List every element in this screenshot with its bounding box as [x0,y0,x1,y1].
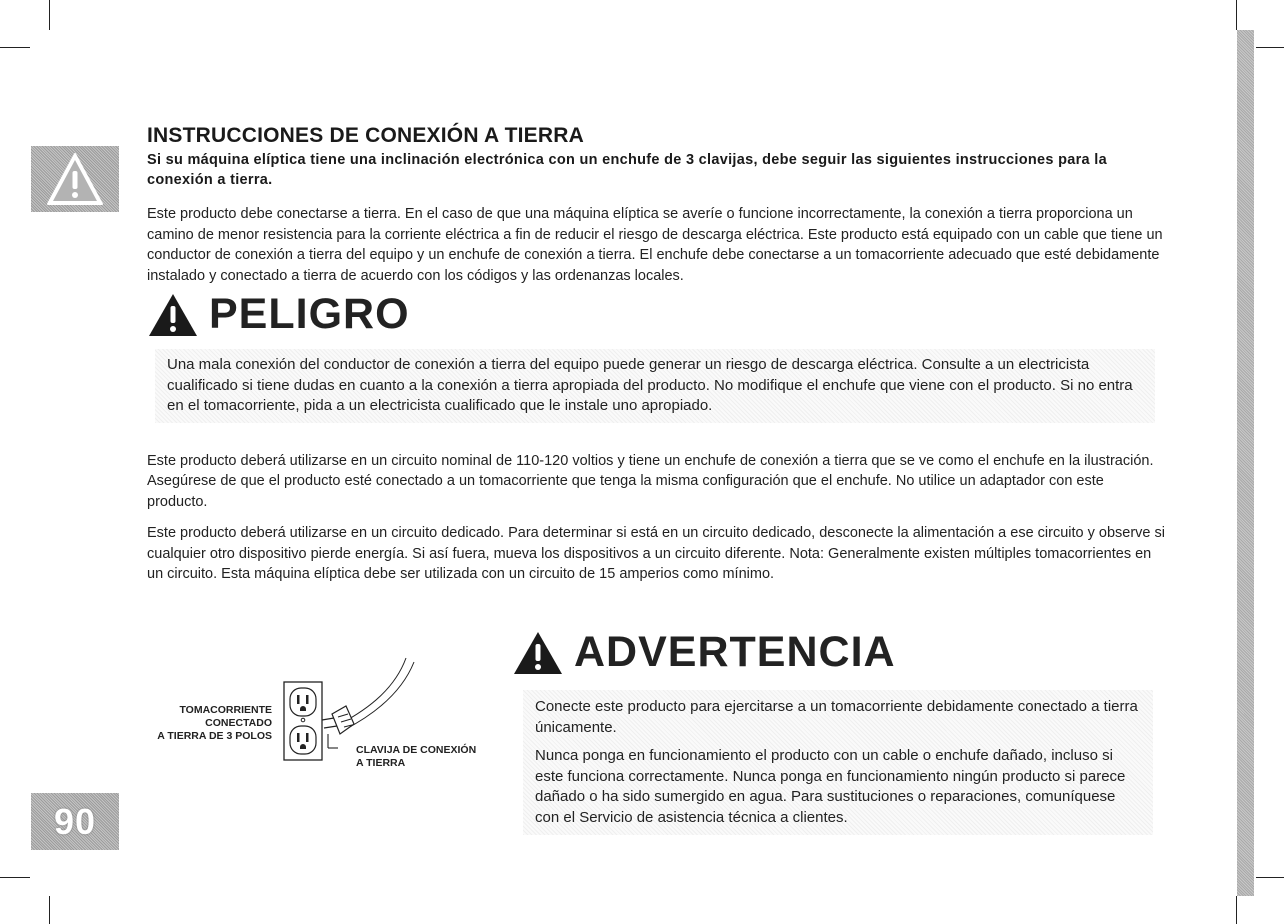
main-content [147,124,1167,585]
crop-mark [49,896,50,924]
danger-triangle-icon [147,292,199,338]
paragraph-voltage: Este producto deberá utilizarse en un circuito nominal de 110-120 voltios y tiene un enchufe de conexión a tierra que se ve como el enchufe en la ilustración. Asegúrese de que el producto esté conectado a un tomacorriente que tenga la misma configuración que el enchufe. No utilice un adaptador con este producto. [147,452,1154,510]
crop-mark [1236,0,1237,30]
warning-title: ADVERTENCIA [574,628,896,676]
intro-text: Si su máquina elíptica tiene una inclinación electrónica con un enchufe de 3 clavijas, debe seguir las siguientes instrucciones para la conexión a tierra. [147,152,1107,188]
warning-text-2: Nunca ponga en funcionamiento el producto con un cable o enchufe dañado, incluso si este funciona correctamente. Nunca ponga en funcionamiento ningún producto si parece dañado o ha sido sumergido en agua. Para sustituciones o reparaciones, comuníquese con el Servicio de asistencia técnica a clientes. [535,747,1126,826]
page-number: 90 [53,800,97,842]
page-number-tab [31,793,119,850]
warning-tab [31,146,119,212]
outlet-label: TOMACORRIENTE CONECTADO A TIERRA DE 3 POLOS [157,704,272,742]
warning-box [523,690,1153,835]
crop-mark [0,877,30,878]
crop-mark [49,0,50,30]
crop-mark [1256,877,1284,878]
danger-heading [147,290,1167,339]
crop-mark [0,47,30,48]
crop-mark [1236,896,1237,924]
warning-text-1: Conecte este producto para ejercitarse a un tomacorriente debidamente conectado a tierra únicamente. [535,698,1138,736]
page-edge-strip [1237,30,1254,896]
danger-title: PELIGRO [209,290,410,338]
crop-mark [1256,47,1284,48]
warning-triangle-icon [45,151,105,207]
section-title: INSTRUCCIONES DE CONEXIÓN A TIERRA [147,124,584,147]
paragraph-circuit: Este producto deberá utilizarse en un circuito dedicado. Para determinar si está en un circuito dedicado, desconecte la alimentación a ese circuito y observe si cualquier otro dispositivo pierde energía. Si así fuera, mueva los dispositivos a un circuito diferente. Nota: Generalmente existen múltiples tomacorrientes en un circuito. Esta máquina elíptica debe ser utilizada con un circuito de 15 amperios como mínimo. [147,525,1165,582]
grounding-pin-label: CLAVIJA DE CONEXIÓN A TIERRA [356,744,477,769]
warning-heading [512,628,896,677]
warning-triangle-icon [512,630,564,676]
paragraph-grounding: Este producto debe conectarse a tierra. En el caso de que una máquina elíptica se averíe o funcione incorrectamente, la conexión a tierra proporciona un camino de menor resistencia para la corriente eléctrica a fin de reducir el riesgo de descarga eléctrica. Este producto está equipado con un cable que tiene un conductor de conexión a tierra del equipo y un enchufe de conexión a tierra. El enchufe debe conectarse a un tomacorriente adecuado que esté debidamente instalado y conectado a tierra de acuerdo con los códigos y las ordenanzas locales. [147,206,1163,284]
danger-text: Una mala conexión del conductor de conexión a tierra del equipo puede generar un riesgo de descarga eléctrica. Consulte a un electricista cualificado si tiene dudas en cuanto a la conexión a tierra apropiada del producto. No modifique el enchufe que viene con el producto. Si no entra en el tomacorriente, pida a un electricista cualificado que le instale uno apropiado. [167,356,1133,414]
danger-box [155,349,1155,423]
